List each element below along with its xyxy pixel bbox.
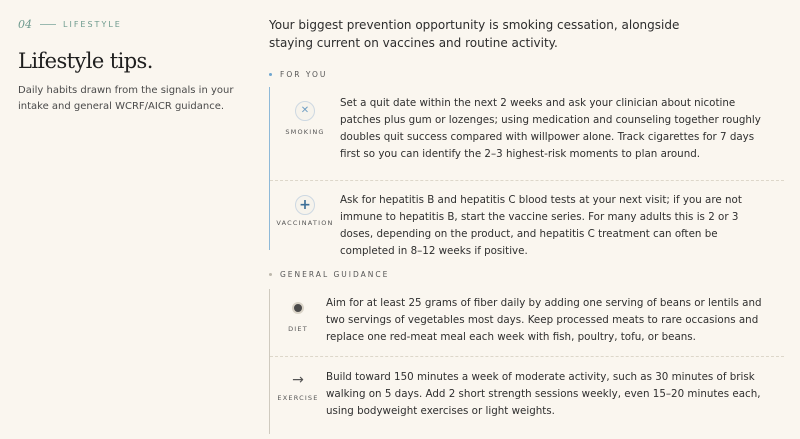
tip-text: Set a quit date within the next 2 weeks and ask your clinician about nicotine patches plus gum or lozenges; using medication and counseling together roughly doubles quit success compared with willpower alone. Track cigarettes for 7 days first so you can identify the 2–3 highest-risk moments to plan around. [340,97,761,160]
tip-card-smoking [270,87,784,180]
arrow-right-icon: → [292,372,304,388]
target-icon [288,298,308,318]
general-dot-icon [269,273,272,276]
tip-badge [270,181,340,250]
section-number: 04 [18,17,32,31]
tip-card-vaccination [270,180,784,257]
tip-badge [270,357,326,434]
tip-label: VACCINATION [276,219,334,227]
general-guidance-heading [269,268,784,280]
for-you-tips [269,87,784,257]
section-eyebrow-label: LIFESTYLE [63,19,122,29]
tips-content [269,16,784,434]
tip-text: Build toward 150 minutes a week of moderate activity, such as 30 minutes of brisk walking on 5 days. Add 2 short strength sessions weekly, even 15–20 minutes each, using bodyweight exercises or light weights. [326,371,761,417]
tip-text: Aim for at least 25 grams of fiber daily by adding one serving of beans or lentils and two servings of vegetables most days. Keep processed meats to rare occasions and replace one red-meat meal each week with fish, poultry, tofu, or beans. [326,297,762,343]
for-you-heading [269,68,784,80]
tip-card-diet [270,289,784,356]
for-you-dot-icon [269,73,272,76]
tip-badge [270,289,326,356]
tip-card-exercise [270,356,784,434]
close-icon: ✕ [295,101,315,121]
section-description: Daily habits drawn from the signals in your intake and general WCRF/AICR guidance. [18,85,234,112]
section-eyebrow [18,16,243,32]
general-heading-label: GENERAL GUIDANCE [280,269,390,279]
tip-text: Ask for hepatitis B and hepatitis C blood tests at your next visit; if you are not immune to hepatitis B, start the vaccine series. For many adults this is 2 or 3 doses, depending on the product, and hepatitis C treatment can often be completed in 8–12 weeks if positive. [340,194,742,257]
tip-badge [270,87,340,180]
general-tips [269,289,784,434]
for-you-heading-label: FOR YOU [280,69,328,79]
section-intro [18,16,243,115]
page-title: Lifestyle tips. [18,49,153,73]
tip-label: SMOKING [285,128,325,136]
intro-summary: Your biggest prevention opportunity is smoking cessation, alongside staying current on vaccines and routine activity. [269,18,680,50]
eyebrow-divider [40,24,56,25]
plus-icon: + [295,195,315,215]
tip-label: EXERCISE [277,394,319,402]
tip-label: DIET [288,325,308,333]
